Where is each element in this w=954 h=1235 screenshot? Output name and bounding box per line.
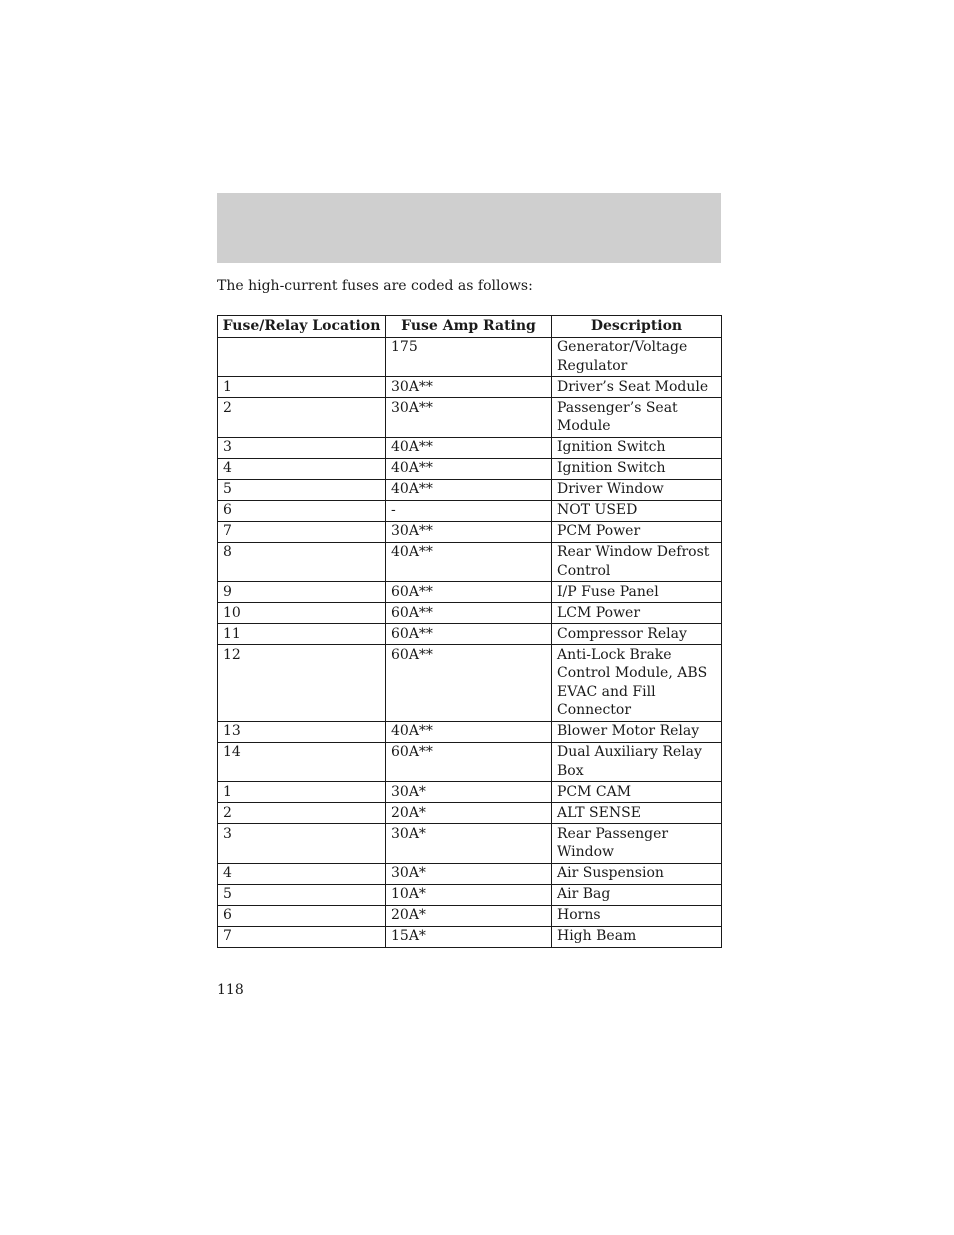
- table-row: [218, 645, 722, 722]
- cell-description: Air Suspension: [552, 863, 722, 884]
- cell-amp-rating: 20A*: [386, 905, 552, 926]
- cell-location: 1: [218, 377, 386, 398]
- cell-description: High Beam: [552, 926, 722, 947]
- cell-location: 7: [218, 521, 386, 542]
- fuse-table: [217, 315, 722, 948]
- cell-location: 2: [218, 803, 386, 824]
- column-header-amp-rating: Fuse Amp Rating: [386, 316, 552, 338]
- cell-amp-rating: 10A*: [386, 884, 552, 905]
- cell-description: Air Bag: [552, 884, 722, 905]
- cell-description: PCM CAM: [552, 782, 722, 803]
- cell-location: 5: [218, 479, 386, 500]
- cell-amp-rating: 40A**: [386, 721, 552, 742]
- cell-location: 11: [218, 624, 386, 645]
- cell-location: 2: [218, 398, 386, 438]
- table-row: [218, 458, 722, 479]
- table-row: [218, 624, 722, 645]
- cell-location: 6: [218, 905, 386, 926]
- cell-location: 1: [218, 782, 386, 803]
- table-row: [218, 863, 722, 884]
- table-row: [218, 905, 722, 926]
- cell-amp-rating: 60A**: [386, 603, 552, 624]
- cell-description: Blower Motor Relay: [552, 721, 722, 742]
- cell-description: ALT SENSE: [552, 803, 722, 824]
- cell-amp-rating: 30A**: [386, 377, 552, 398]
- cell-location: 7: [218, 926, 386, 947]
- table-row: [218, 884, 722, 905]
- table-row: [218, 721, 722, 742]
- cell-amp-rating: 60A**: [386, 582, 552, 603]
- table-body: [218, 337, 722, 947]
- table-row: [218, 582, 722, 603]
- cell-location: 4: [218, 863, 386, 884]
- table-header-row: [218, 316, 722, 338]
- cell-location: 12: [218, 645, 386, 722]
- cell-amp-rating: 30A*: [386, 863, 552, 884]
- cell-amp-rating: -: [386, 500, 552, 521]
- cell-amp-rating: 175: [386, 337, 552, 377]
- cell-location: [218, 337, 386, 377]
- cell-location: 4: [218, 458, 386, 479]
- cell-amp-rating: 30A*: [386, 824, 552, 864]
- column-header-description: Description: [552, 316, 722, 338]
- cell-description: PCM Power: [552, 521, 722, 542]
- table-row: [218, 603, 722, 624]
- cell-amp-rating: 60A**: [386, 742, 552, 782]
- cell-location: 13: [218, 721, 386, 742]
- table-row: [218, 398, 722, 438]
- cell-description: Driver’s Seat Module: [552, 377, 722, 398]
- cell-description: Dual Auxiliary Relay Box: [552, 742, 722, 782]
- cell-description: Passenger’s Seat Module: [552, 398, 722, 438]
- cell-description: Compressor Relay: [552, 624, 722, 645]
- table-row: [218, 437, 722, 458]
- table-row: [218, 337, 722, 377]
- cell-description: Ignition Switch: [552, 458, 722, 479]
- cell-description: Rear Window Defrost Control: [552, 542, 722, 582]
- table-row: [218, 521, 722, 542]
- cell-location: 5: [218, 884, 386, 905]
- cell-amp-rating: 60A**: [386, 645, 552, 722]
- cell-amp-rating: 30A**: [386, 398, 552, 438]
- section-header-band: [217, 193, 721, 263]
- cell-location: 14: [218, 742, 386, 782]
- cell-description: NOT USED: [552, 500, 722, 521]
- cell-description: Ignition Switch: [552, 437, 722, 458]
- cell-amp-rating: 20A*: [386, 803, 552, 824]
- cell-location: 8: [218, 542, 386, 582]
- cell-description: Generator/Voltage Regulator: [552, 337, 722, 377]
- table-row: [218, 782, 722, 803]
- cell-description: I/P Fuse Panel: [552, 582, 722, 603]
- cell-description: Horns: [552, 905, 722, 926]
- table-row: [218, 926, 722, 947]
- table-row: [218, 803, 722, 824]
- table-row: [218, 479, 722, 500]
- table-row: [218, 500, 722, 521]
- page-number: 118: [217, 982, 244, 998]
- table-row: [218, 377, 722, 398]
- cell-amp-rating: 30A**: [386, 521, 552, 542]
- table-row: [218, 824, 722, 864]
- table-row: [218, 742, 722, 782]
- cell-amp-rating: 40A**: [386, 479, 552, 500]
- cell-amp-rating: 40A**: [386, 542, 552, 582]
- cell-amp-rating: 30A*: [386, 782, 552, 803]
- cell-location: 3: [218, 437, 386, 458]
- cell-location: 9: [218, 582, 386, 603]
- cell-amp-rating: 60A**: [386, 624, 552, 645]
- table-row: [218, 542, 722, 582]
- cell-description: LCM Power: [552, 603, 722, 624]
- cell-location: 6: [218, 500, 386, 521]
- cell-description: Driver Window: [552, 479, 722, 500]
- cell-amp-rating: 15A*: [386, 926, 552, 947]
- cell-location: 3: [218, 824, 386, 864]
- column-header-location: Fuse/Relay Location: [218, 316, 386, 338]
- cell-amp-rating: 40A**: [386, 437, 552, 458]
- cell-location: 10: [218, 603, 386, 624]
- cell-description: Rear Passenger Window: [552, 824, 722, 864]
- intro-text: The high-current fuses are coded as follows:: [217, 278, 533, 294]
- cell-amp-rating: 40A**: [386, 458, 552, 479]
- cell-description: Anti-Lock Brake Control Module, ABS EVAC and Fill Connector: [552, 645, 722, 722]
